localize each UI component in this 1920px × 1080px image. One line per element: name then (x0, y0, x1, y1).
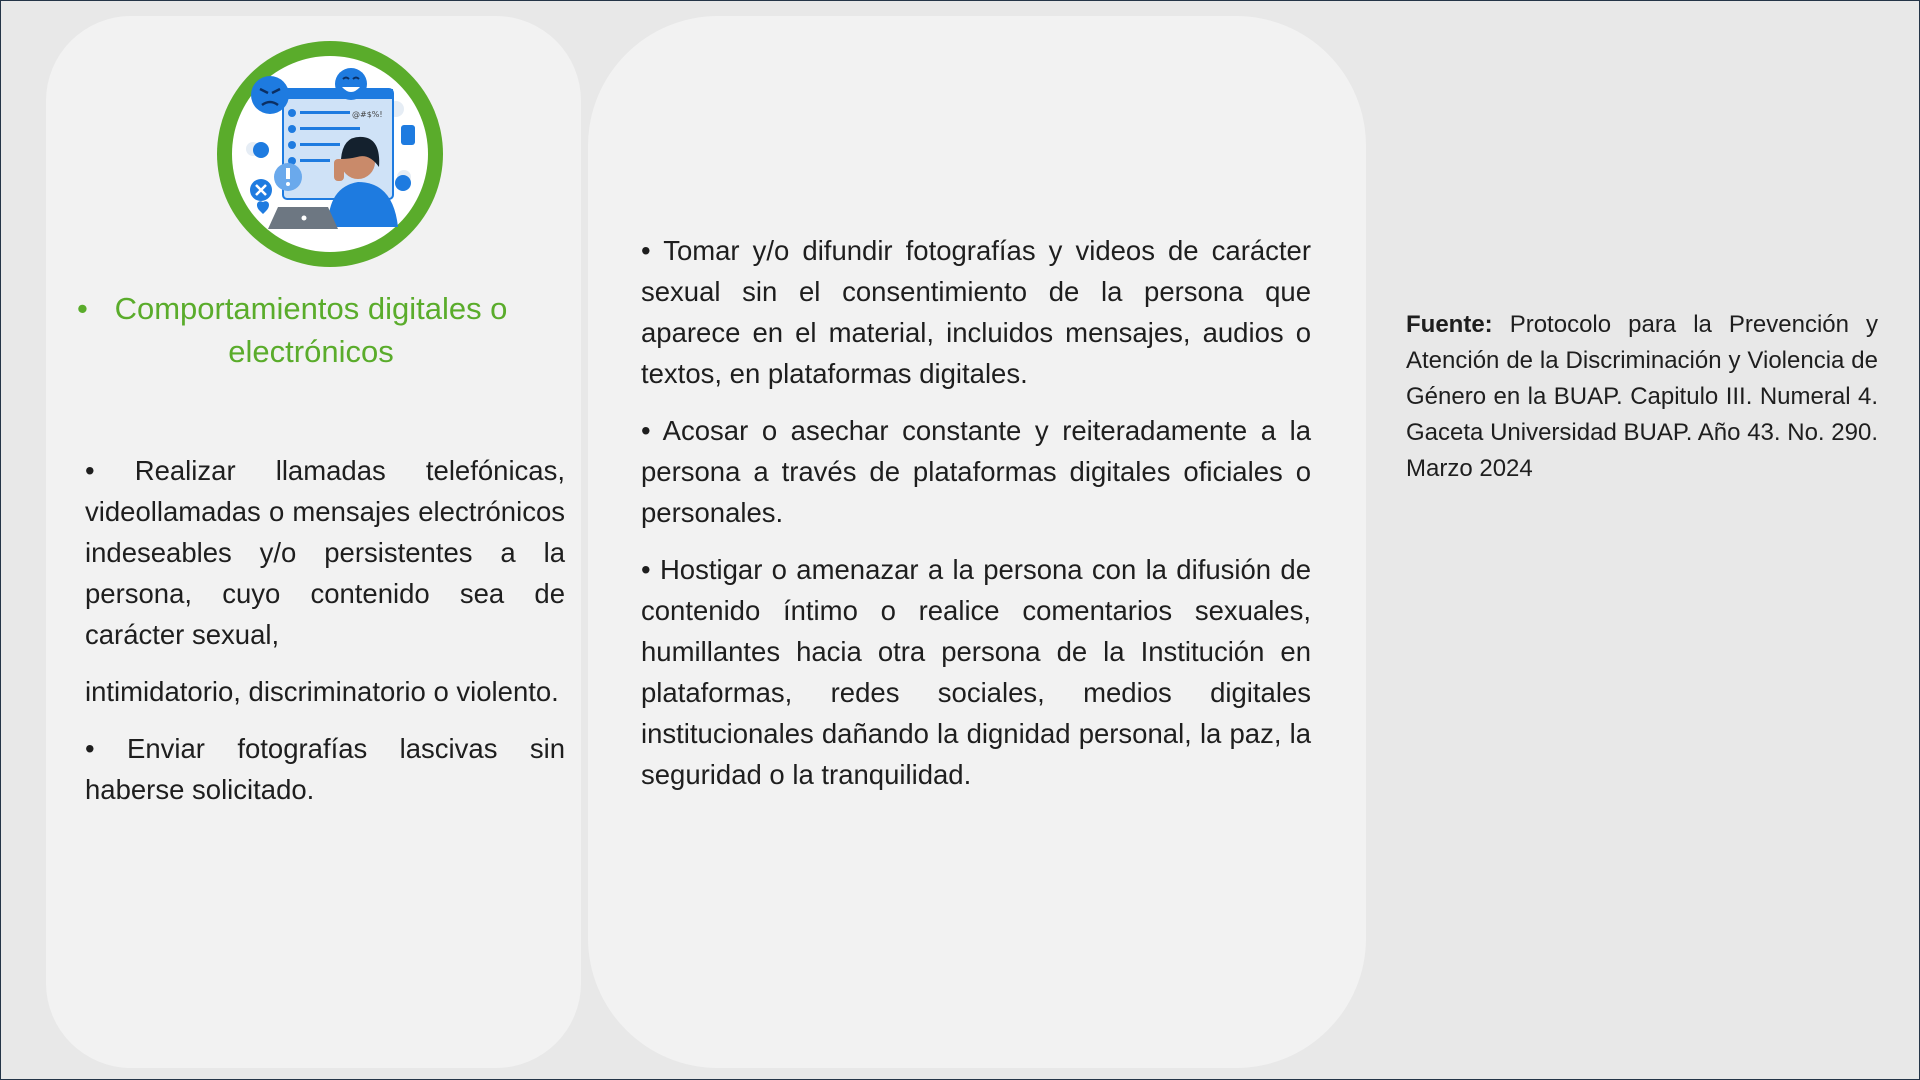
middle-paragraph-2: • Acosar o asechar constante y reiteradamente a la persona a través de plataformas digitales oficiales o personales. (641, 415, 1311, 528)
left-column-text (85, 450, 565, 826)
title-text: Comportamientos digitales o electrónicos (114, 291, 508, 369)
left-paragraph-2: intimidatorio, discriminatorio o violento. (85, 676, 559, 707)
source-text: Protocolo para la Prevención y Atención de la Discriminación y Violencia de Género en la BUAP. Capitulo III. Numeral 4. Gaceta Universidad BUAP. Año 43. No. 290. Marzo 2024 (1406, 311, 1878, 482)
left-paragraph-1: • Realizar llamadas telefónicas, videollamadas o mensajes electrónicos indeseables y/o persistentes a la persona, cuyo contenido sea de carácter sexual, (85, 455, 565, 650)
source-label: Fuente: (1406, 311, 1493, 338)
middle-paragraph-1: • Tomar y/o difundir fotografías y videos de carácter sexual sin el consentimiento de la persona que aparece en el material, incluidos mensajes, audios o textos, en plataformas digitales. (641, 235, 1311, 389)
svg-text:@#$%!: @#$%! (352, 110, 383, 119)
section-title (71, 287, 551, 373)
middle-paragraph-3: • Hostigar o amenazar a la persona con la difusión de contenido íntimo o realice comentarios sexuales, humillantes hacia otra persona de la Institución en plataformas, redes sociales, medios digitales institucionales dañando la dignidad personal, la paz, la seguridad o la tranquilidad. (641, 554, 1311, 790)
title-bullet: • (77, 291, 88, 326)
middle-column-text (641, 230, 1311, 811)
source-note (1406, 307, 1878, 487)
left-paragraph-3: • Enviar fotografías lascivas sin haberse solicitado. (85, 733, 565, 805)
cyberbullying-illustration-icon (208, 37, 453, 272)
